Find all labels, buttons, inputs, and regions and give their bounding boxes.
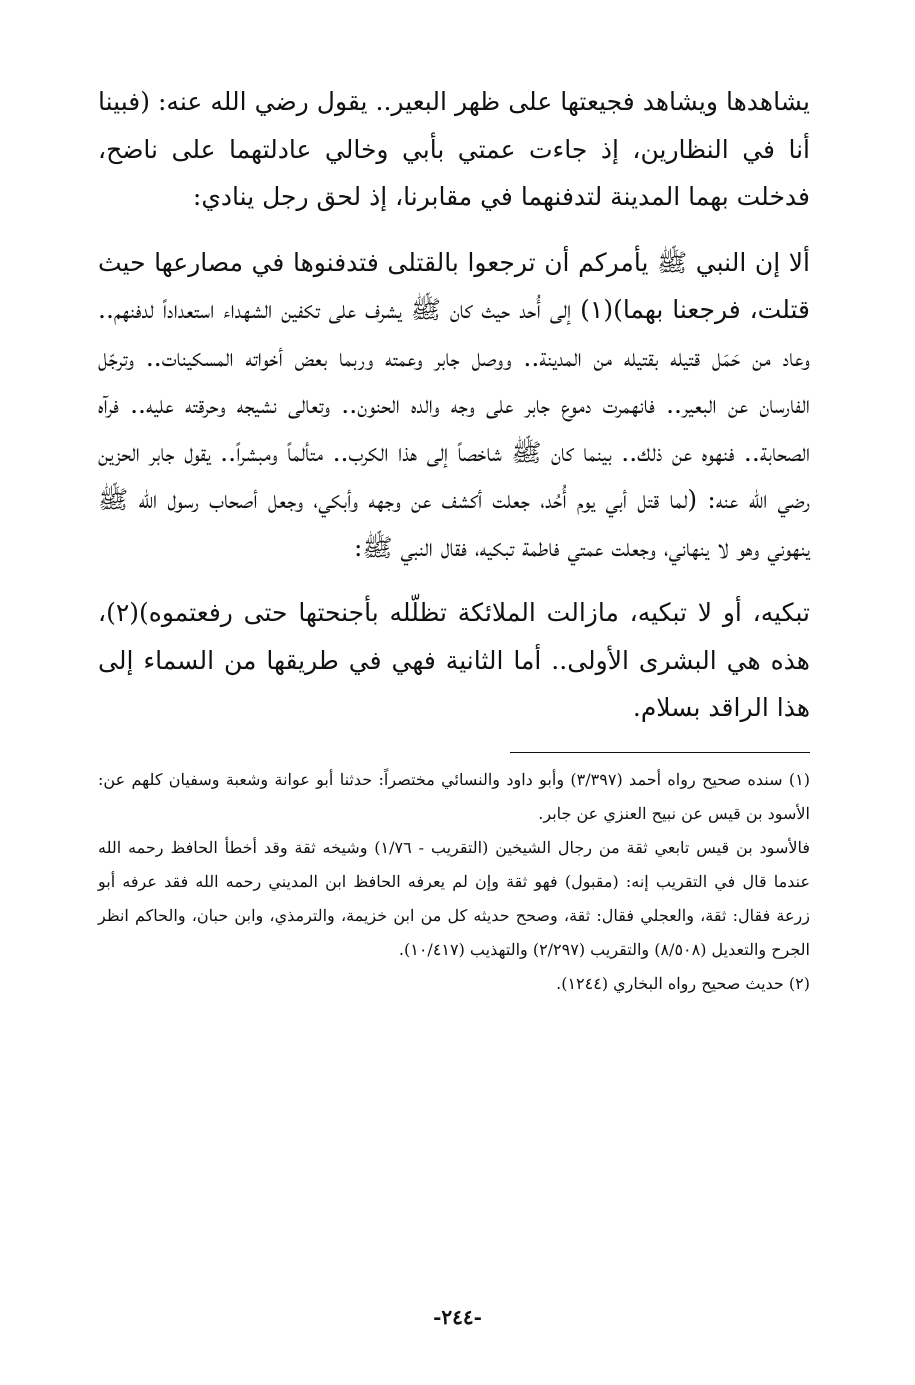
page-number: -٢٤٤- (433, 1305, 482, 1329)
footnote: فالأسود بن قيس تابعي ثقة من رجال الشيخين (التقريب - ١/٧٦) وشيخه ثقة وقد أخطأ الحافظ رحمه الله عندما قال في التقريب إنه: (مقبول) فهو ثقة وإن لم يعرفه الحافظ ابن المديني رحمه الله فقد عرفه أبو زرعة فقال: ثقة، والعجلي فقال: ثقة، وصحح حديثه كل من ابن خزيمة، والترمذي، وابن حبان، والحاكم انظر الجرح والتعديل (٨/٥٠٨) والتقريب (٢/٢٩٧) والتهذيب (١٠/٤١٧). (98, 837, 810, 959)
body-paragraph: يشاهدها ويشاهد فجيعتها على ظهر البعير.. يقول رضي الله عنه: (فبينا أنا في النظارين، إذ جاءت عمتي بأبي وخالي عادلتهما على ناضح، فدخلت بهما المدينة لتدفنهما في مقابرنا، إذ لحق رجل ينادي: (98, 87, 810, 211)
footnote-divider (510, 752, 810, 753)
body-paragraph: تبكيه، أو لا تبكيه، مازالت الملائكة تظلّله بأجنحتها حتى رفعتموه)(٢)، هذه هي البشرى الأولى.. أما الثانية فهي في طريقها من السماء إلى هذا الراقد بسلام. (98, 598, 810, 722)
footnote: (٢) حديث صحيح رواه البخاري (١٢٤٤). (556, 973, 810, 993)
footnote: (١) سنده صحيح رواه أحمد (٣/٣٩٧) وأبو داود والنسائي مختصراً: حدثنا أبو عوانة وشعبة وسفيان كلهم عن: الأسود بن قيس عن نبيح العنزي عن جابر. (98, 769, 811, 823)
page-body (98, 78, 810, 1001)
body-paragraph: ألا إن النبي ﷺ يأمركم أن ترجعوا بالقتلى فتدفنوها في مصارعها حيث قتلت، فرجعنا بهما)(١) إلى أُحد حيث كان ﷺ يشرف على تكفين الشهداء استعداداً لدفنهم.. وعاد من حَمَل قتيله بقتيله من المدينة.. ووصل جابر وعمته وربما بعض أخواته المسكينات.. وترجّل الفارسان عن البعير.. فانهمرت دموع جابر على وجه والده الحنون.. وتعالى نشيجه وحرقته عليه.. فرآه الصحابة.. فنهوه عن ذلك.. بينما كان ﷺ شاخصاً إلى هذا الكرب.. متألماً ومبشراً.. يقول جابر الحزين رضي الله عنه: (لما قتل أبي يوم أُحُد، جعلت أكشف عن وجهه وأبكي، وجعل أصحاب رسول الله ﷺ ينهوني وهو لا ينهاني، وجعلت عمتي فاطمة تبكيه، فقال النبي ﷺ: (98, 247, 810, 562)
footnotes (98, 763, 810, 1001)
